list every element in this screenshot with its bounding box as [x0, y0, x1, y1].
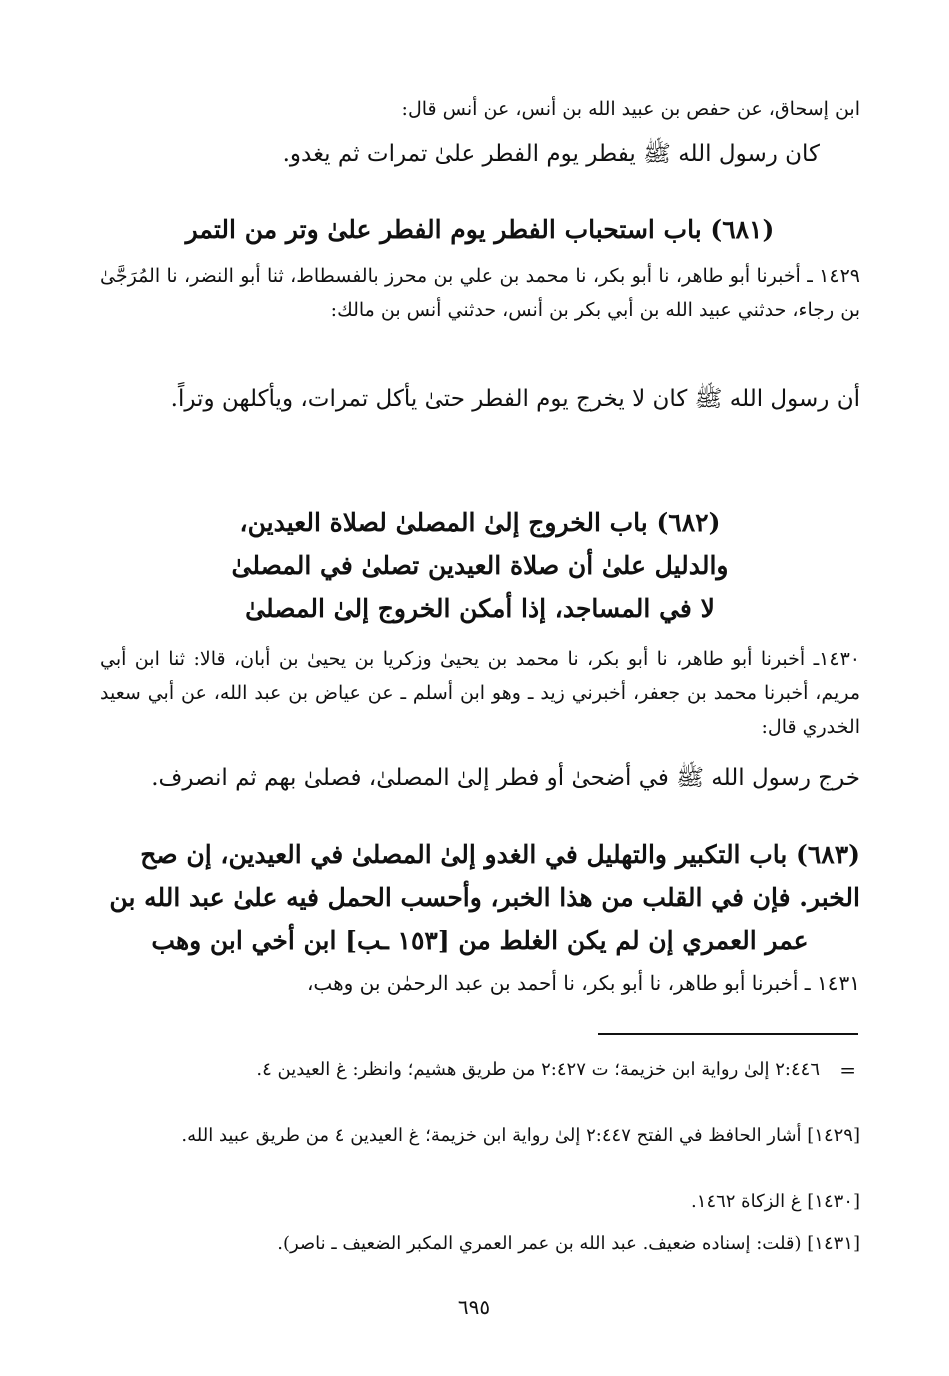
chapter-681-title: (٦٨١) باب استحباب الفطر يوم الفطر علىٰ وتر من التمر — [185, 215, 775, 244]
chapter-682-title-line-3: لا في المساجد، إذا أمكن الخروج إلىٰ المصلىٰ — [245, 594, 715, 623]
chapter-683-title-line-1: (٦٨٣) باب التكبير والتهليل في الغدو إلىٰ المصلىٰ في العيدين، إن صح — [140, 840, 860, 869]
chapter-682-title-line-1: (٦٨٢) باب الخروج إلىٰ المصلىٰ لصلاة العيدين، — [239, 508, 721, 537]
opening-matn: كان رسول الله ﷺ يفطر يوم الفطر علىٰ تمرات ثم يغدو. — [282, 141, 820, 167]
footnote-1429: [١٤٢٩] أشار الحافظ في الفتح ٢:٤٤٧ إلىٰ رواية ابن خزيمة؛ غ العيدين ٤ من طريق عبيد الله. — [181, 1125, 860, 1146]
hadith-1429-isnad: ١٤٢٩ ـ أخبرنا أبو طاهر، نا أبو بكر، نا محمد بن علي بن محرز بالفسطاط، ثنا أبو النضر، نا المُرَجَّىٰ بن رجاء، حدثني عبيد الله بن أبي بكر بن أنس، حدثني أنس بن مالك: — [100, 265, 860, 321]
footnote-1431: [١٤٣١] (قلت: إسناده ضعيف. عبد الله بن عمر العمري المكبر الضعيف ـ ناصر). — [277, 1233, 860, 1254]
hadith-1431-isnad: ١٤٣١ ـ أخبرنا أبو طاهر، نا أبو بكر، نا أحمد بن عبد الرحمٰن بن وهب، — [306, 971, 860, 995]
opening-isnad: ابن إسحاق، عن حفص بن عبيد الله بن أنس، عن أنس قال: — [401, 98, 860, 120]
footnote-separator — [598, 1033, 858, 1035]
footnote-continuation-mark: = — [839, 1058, 856, 1082]
hadith-1429-matn: أن رسول الله ﷺ كان لا يخرج يوم الفطر حتىٰ يأكل تمرات، ويأكلهن وتراً. — [170, 386, 860, 412]
chapter-683-title-line-3: عمر العمري إن لم يكن الغلط من [١٥٣ ـب] ابن أخي ابن وهب — [151, 926, 809, 955]
footnote-1430: [١٤٣٠] غ الزكاة ١٤٦٢. — [691, 1191, 860, 1212]
chapter-683-title-line-2: الخبر. فإن في القلب من هذا الخبر، وأحسب الحمل فيه علىٰ عبد الله بن — [109, 883, 860, 912]
footnote-continuation: ٢:٤٤٦ إلىٰ رواية ابن خزيمة؛ ت ٢:٤٢٧ من طريق هشيم؛ وانظر: غ العيدين ٤. — [256, 1059, 820, 1080]
chapter-682-title-line-2: والدليل علىٰ أن صلاة العيدين تصلىٰ في المصلىٰ — [231, 551, 729, 580]
hadith-1430-isnad: ١٤٣٠ـ أخبرنا أبو طاهر، نا أبو بكر، نا محمد بن يحيىٰ وزكريا بن يحيىٰ بن أبان، قالا: ثنا ابن أبي مريم، أخبرنا محمد بن جعفر، أخبرني زيد ـ وهو ابن أسلم ـ عن عياض بن عبد الله، عن أبي سعيد الخدري قال: — [100, 648, 860, 738]
page-number: ٦٩٥ — [457, 1295, 491, 1319]
hadith-1430-matn: خرج رسول الله ﷺ في أضحىٰ أو فطر إلىٰ المصلىٰ، فصلىٰ بهم ثم انصرف. — [151, 765, 860, 791]
